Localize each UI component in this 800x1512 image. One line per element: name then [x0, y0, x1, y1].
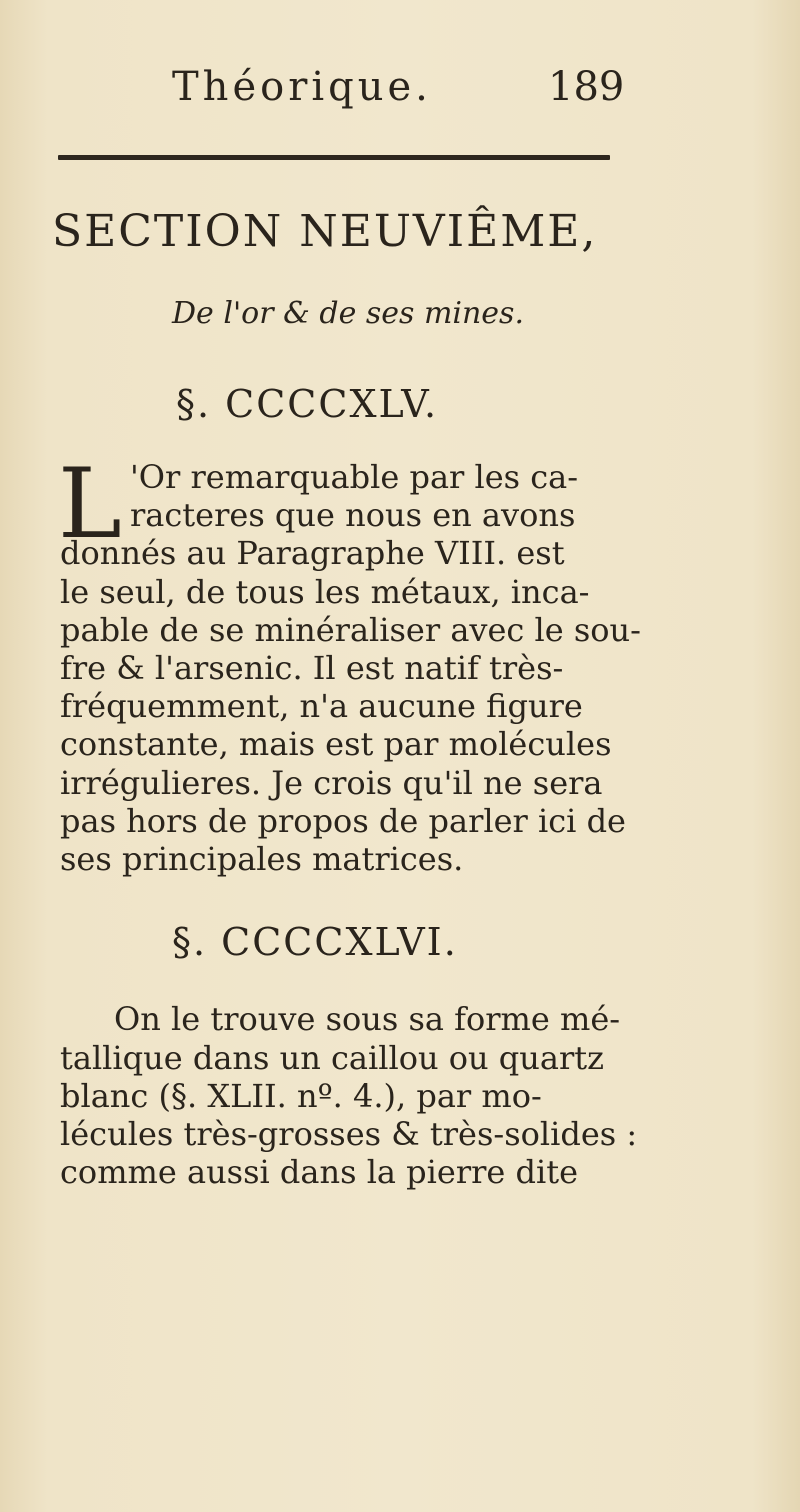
- running-head: Théorique.: [172, 64, 432, 110]
- page-number: 189: [548, 64, 625, 110]
- section-subtitle: De l'or & de ses mines.: [172, 296, 524, 331]
- drop-cap: L: [58, 448, 122, 560]
- text-line: le seul, de tous les métaux, inca-: [60, 573, 590, 611]
- text-line: On le trouve sous sa forme mé-: [114, 1000, 621, 1038]
- text-line: donnés au Paragraphe VIII. est: [60, 534, 565, 572]
- text-line: fre & l'arsenic. Il est natif très-: [60, 649, 564, 687]
- paragraph-number: §. CCCCXLVI.: [172, 920, 458, 964]
- text-line: racteres que nous en avons: [130, 496, 576, 534]
- section-title: SECTION NEUVIÊME,: [52, 206, 598, 257]
- text-line: comme aussi dans la pierre dite: [60, 1153, 579, 1191]
- text-line: irrégulieres. Je crois qu'il ne sera: [60, 764, 603, 802]
- header-rule: [58, 155, 610, 160]
- text-line: constante, mais est par molécules: [60, 725, 612, 763]
- text-line: pable de se minéraliser avec le sou-: [60, 611, 641, 649]
- text-line: ses principales matrices.: [60, 840, 464, 878]
- text-line: fréquemment, n'a aucune figure: [60, 687, 583, 725]
- text-line: lécules très-grosses & très-solides :: [60, 1115, 638, 1153]
- text-line: pas hors de propos de parler ici de: [60, 802, 626, 840]
- paragraph-number: §. CCCCXLV.: [176, 382, 439, 426]
- text-line: blanc (§. XLII. nº. 4.), par mo-: [60, 1077, 542, 1115]
- text-line: 'Or remarquable par les ca-: [130, 458, 579, 496]
- text-line: tallique dans un caillou ou quartz: [60, 1039, 604, 1077]
